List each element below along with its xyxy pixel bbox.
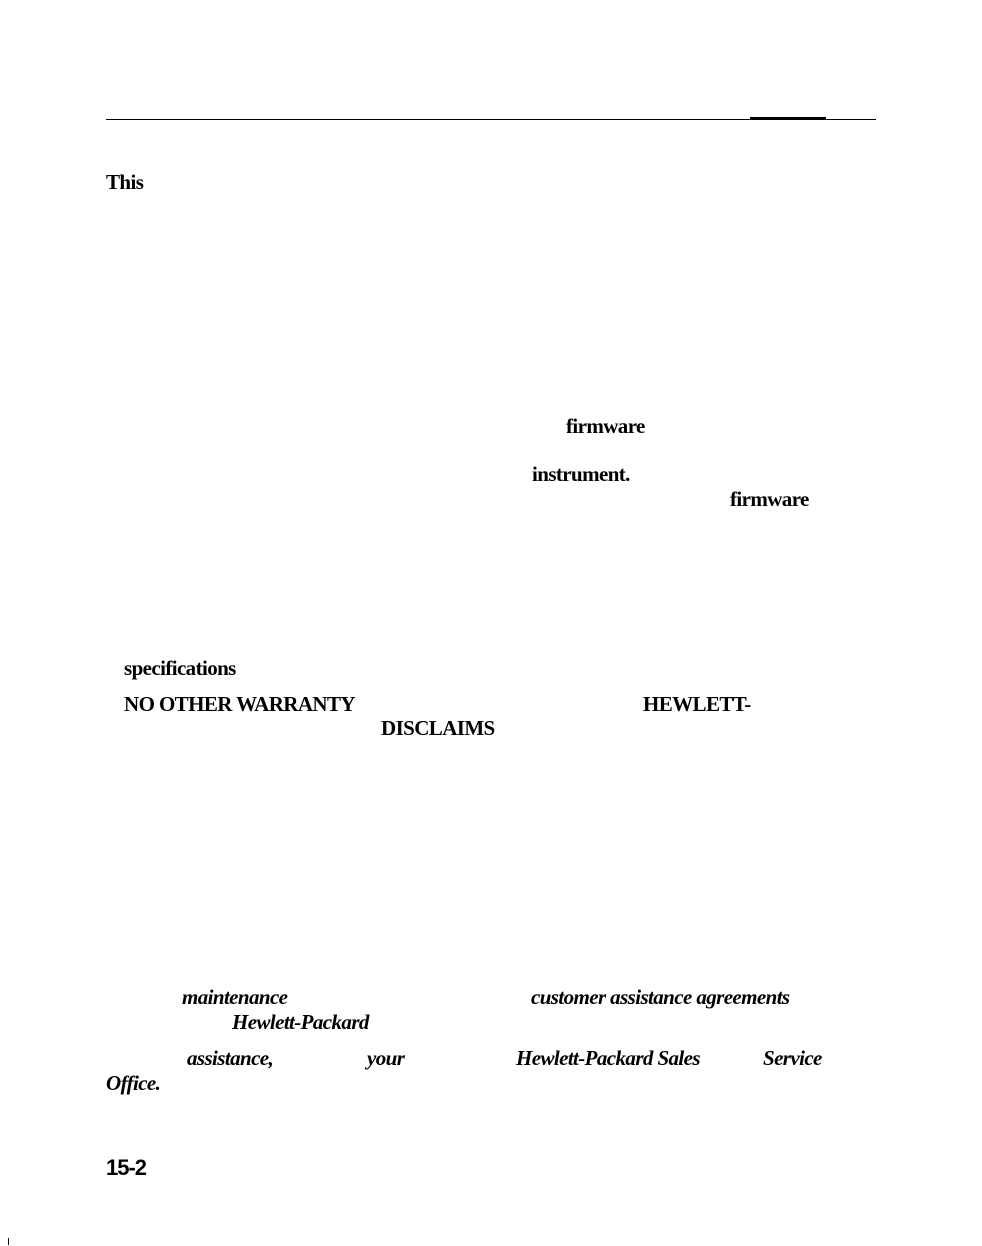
text-fragment-specifications: specifications	[124, 656, 236, 680]
text-fragment-your: your	[367, 1046, 405, 1070]
text-fragment-service: Service	[763, 1046, 822, 1070]
text-fragment-this: This	[106, 170, 144, 194]
text-fragment-disclaims: DISCLAIMS	[381, 716, 495, 740]
text-fragment-firmware-2: firmware	[730, 487, 809, 511]
header-rule-accent	[750, 117, 826, 119]
text-fragment-hewlett-packard: Hewlett-Packard	[232, 1010, 369, 1034]
text-fragment-firmware-1: firmware	[566, 414, 645, 438]
page-number: 15-2	[106, 1155, 147, 1180]
text-fragment-assistance: assistance,	[187, 1046, 274, 1070]
text-fragment-hewlett-packard-sales: Hewlett-Packard Sales	[516, 1046, 700, 1070]
text-fragment-customer-assistance-agreements: customer assistance agreements	[531, 985, 790, 1009]
text-fragment-hewlett: HEWLETT-	[643, 692, 751, 716]
text-fragment-no-other-warranty: NO OTHER WARRANTY	[124, 692, 355, 716]
text-fragment-office: Office.	[106, 1071, 161, 1095]
scan-edge-mark	[8, 1238, 9, 1245]
header-rule	[106, 119, 876, 120]
text-fragment-instrument: instrument.	[532, 462, 630, 486]
text-fragment-maintenance: maintenance	[182, 985, 288, 1009]
